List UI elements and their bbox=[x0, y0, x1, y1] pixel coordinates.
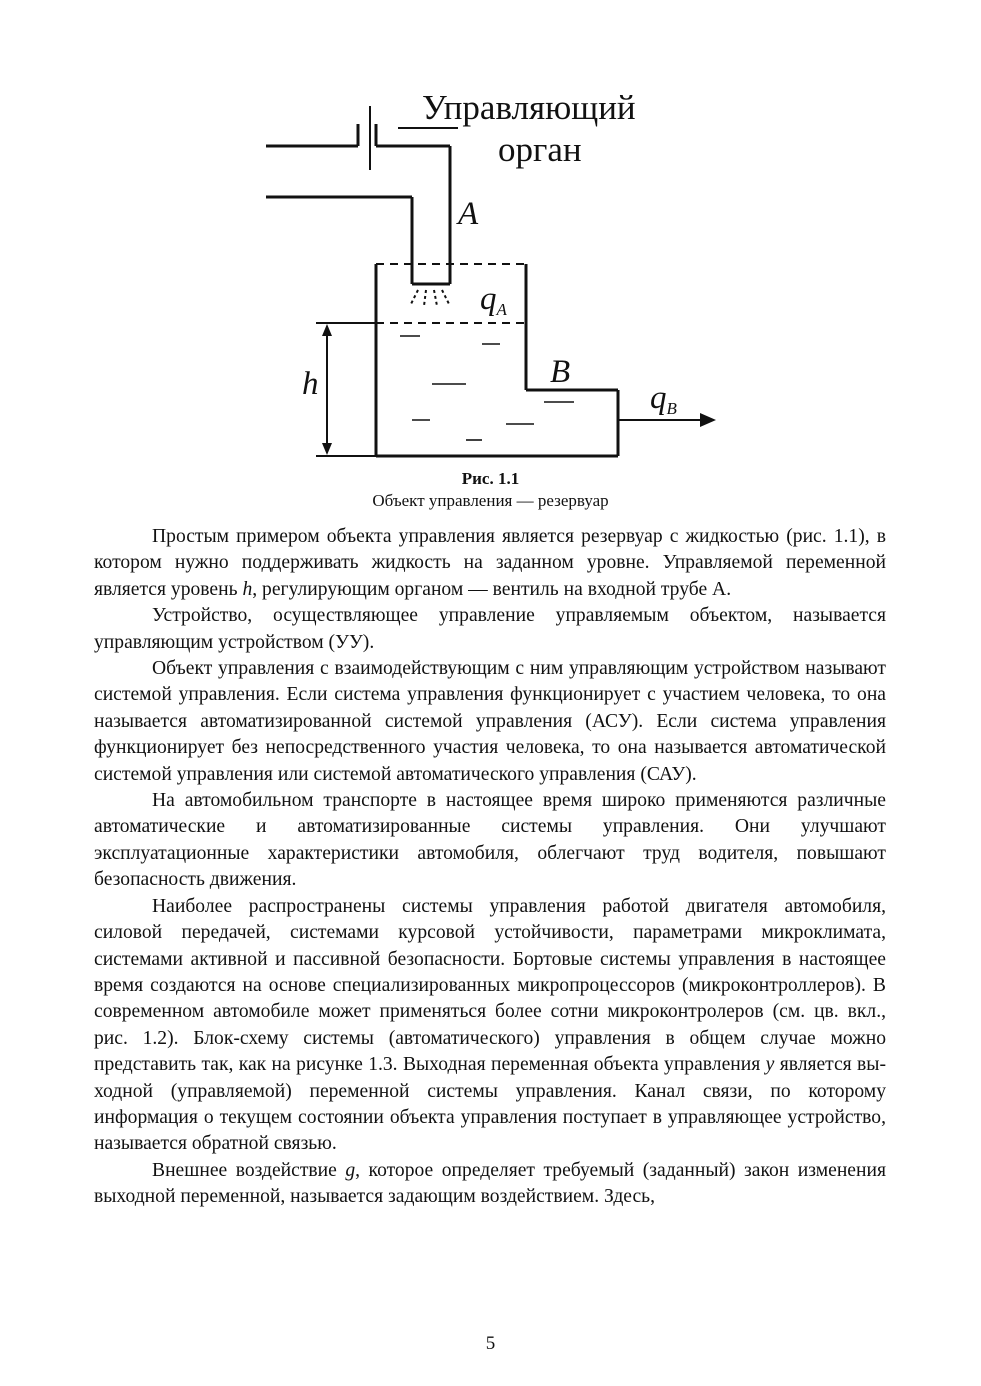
italic-variable: h bbox=[242, 578, 253, 600]
paragraph bbox=[94, 1158, 886, 1211]
height-arrow-bottom bbox=[322, 443, 332, 455]
height-dimension bbox=[316, 323, 376, 456]
label-qa-main: q bbox=[480, 281, 497, 317]
italic-variable: g bbox=[345, 1159, 356, 1181]
label-qb bbox=[650, 380, 678, 418]
label-a: A bbox=[458, 196, 479, 232]
paragraph-text: Объект управления с взаимодействующим с ним управляющим устройством называют системой управления. Если система управления функционирует с участием человека, то она называется автоматизированной системой управления (АСУ). Если система управления функционирует без непосредственного участия человека, то она называется автоматической системой управления или системой автоматического управления (САУ). bbox=[94, 658, 886, 785]
paragraph-text: Простым примером объекта управления является резервуар с жидкостью (рис. 1.1), в котором нужно поддерживать жидкость на заданном уровне. Управляемой переменной является уровень bbox=[94, 526, 886, 600]
label-h: h bbox=[302, 366, 319, 402]
control-label-line2: орган bbox=[498, 130, 582, 169]
tank-walls bbox=[376, 264, 618, 456]
label-qb-sub: B bbox=[666, 399, 677, 418]
height-arrow-top bbox=[322, 324, 332, 336]
paragraph bbox=[94, 656, 886, 788]
paragraph-text: Внешнее воздействие bbox=[152, 1159, 346, 1181]
figure-caption: Объект управления — резервуар bbox=[372, 491, 609, 510]
paragraph-text: , регулирующим органом — вентиль на входной трубе А. bbox=[252, 578, 732, 600]
label-qa-sub: A bbox=[496, 300, 507, 319]
body-text bbox=[94, 524, 886, 1211]
label-qa bbox=[480, 281, 508, 319]
paragraph bbox=[94, 894, 886, 1158]
page-number: 5 bbox=[485, 1333, 496, 1354]
paragraph bbox=[94, 603, 886, 656]
control-label-line1: Управляющий bbox=[422, 88, 636, 127]
outflow-arrow bbox=[700, 413, 716, 427]
paragraph-text: является выходной (управляемой) переменной системы управления. Канал связи, по которому информация о текущем состоянии объекта управления поступает в управляющее устройство, называется обратной связью. bbox=[94, 1054, 887, 1155]
italic-variable: y bbox=[765, 1054, 775, 1076]
paragraph-text: На автомобильном транспорте в настоящее время широко применяются различные автоматические и автоматизированные системы управления. Они улучшают эксплуатационные характеристики автомобиля, облегчают труд водителя, повышают безопасность движения. bbox=[94, 790, 886, 891]
label-b: B bbox=[550, 354, 571, 390]
paragraph-text: Наиболее распространены системы управления работой двигателя автомобиля, силовой передачей, системами курсовой устойчивости, параметрами микроклимата, системами активной и пассивной безопасности. Бортовые системы управления в настоящее время создаются на основе специализированных микропроцессоров (микроконтроллеров). В современном автомобиле может применяться более сотни микроконтролеров (см. цв. вкл., рис. 1.2). Блок-схему системы (автоматического) управления в общем случае можно представить так, как на рисунке 1.3. Выходная переменная объекта управления bbox=[94, 895, 886, 1076]
paragraph bbox=[94, 788, 886, 894]
label-qb-main: q bbox=[650, 380, 667, 416]
figure-number: Рис. 1.1 bbox=[461, 469, 520, 488]
paragraph-text: Устройство, осуществляющее управление управляемым объектом, называется управляющим устройством (УУ). bbox=[94, 605, 886, 653]
tank-diagram bbox=[0, 0, 981, 470]
paragraph-text: , которое определяет требуемый (заданный) закон изменения выходной переменной, называется задающим воздействием. Здесь, bbox=[94, 1159, 886, 1208]
inflow-spray bbox=[410, 290, 450, 306]
liquid-marks bbox=[400, 336, 574, 440]
paragraph bbox=[94, 524, 886, 603]
